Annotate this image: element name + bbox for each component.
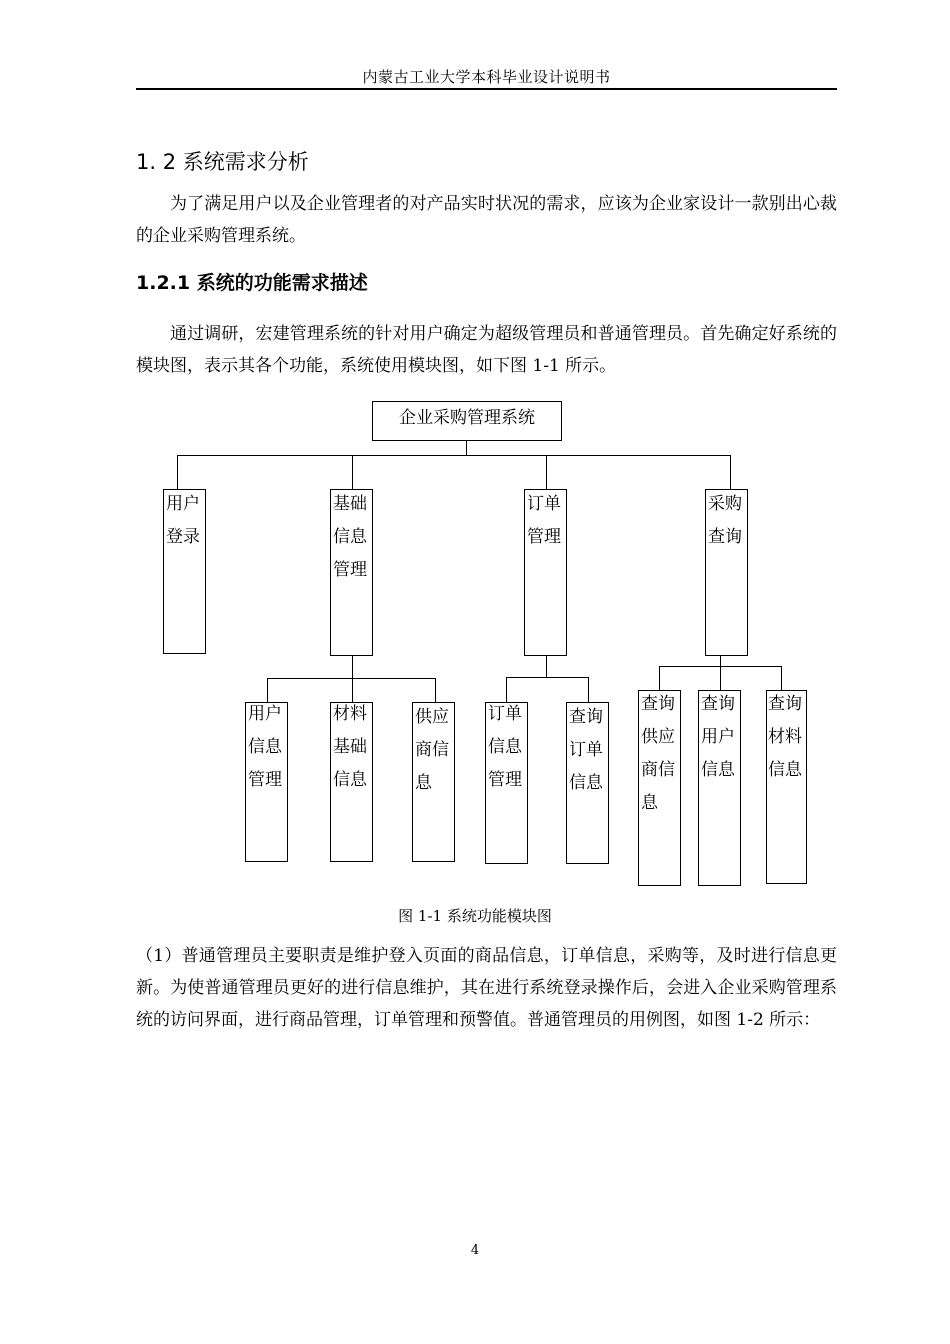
submodule-label: 查询 供应 商信 息 (641, 694, 675, 813)
connector (546, 656, 547, 677)
connector (506, 677, 588, 678)
submodule-label: 查询 订单 信息 (569, 707, 603, 793)
subsection-heading: 1.2.1 系统的功能需求描述 (136, 272, 368, 294)
submodule-label: 供应 商信 息 (415, 707, 449, 793)
connector (466, 441, 467, 455)
connector (352, 656, 353, 678)
connector (177, 455, 178, 489)
connector (177, 455, 731, 456)
submodule-label: 用户 信息 管理 (248, 704, 282, 790)
module-label: 采购 查询 (708, 494, 742, 547)
connector (730, 455, 731, 489)
module-label: 用户 登录 (166, 494, 200, 547)
module-label: 订单 管理 (527, 494, 561, 547)
connector (352, 455, 353, 489)
connector (435, 678, 436, 702)
connector (546, 455, 547, 489)
submodule-label: 材料 基础 信息 (333, 704, 367, 790)
page-number: 4 (470, 1243, 480, 1258)
submodule-label: 查询 用户 信息 (701, 694, 735, 780)
page-header: 内蒙古工业大学本科毕业设计说明书 (362, 68, 611, 86)
submodule-label: 订单 信息 管理 (488, 704, 522, 790)
connector (720, 656, 721, 666)
connector (720, 666, 721, 690)
subsection-intro: 通过调研，宏建管理系统的针对用户确定为超级管理员和普通管理员。首先确定好系统的模块图，表示其各个功能，系统使用模块图，如下图 1-1 所示。 (136, 324, 837, 376)
body-paragraph: （1）普通管理员主要职责是维护登入页面的商品信息，订单信息，采购等，及时进行信息更新。为使普通管理员更好的进行信息维护，其在进行系统登录操作后，会进入企业采购管理系统的访问界面，进行商品管理，订单管理和预警值。普通管理员的用例图，如图 1-2 所示： (136, 946, 837, 1030)
section-heading: 1. 2 系统需求分析 (136, 150, 309, 174)
module-label: 基础 信息 管理 (333, 494, 367, 580)
section-intro: 为了满足用户以及企业管理者的对产品实时状况的需求，应该为企业家设计一款别出心裁的企业采购管理系统。 (136, 194, 837, 246)
connector (781, 666, 782, 690)
figure-caption: 图 1-1 系统功能模块图 (398, 907, 552, 925)
submodule-label: 查询 材料 信息 (768, 694, 802, 780)
connector (588, 677, 589, 702)
connector (267, 678, 435, 679)
root-label: 企业采购管理系统 (399, 408, 535, 428)
connector (659, 666, 660, 690)
